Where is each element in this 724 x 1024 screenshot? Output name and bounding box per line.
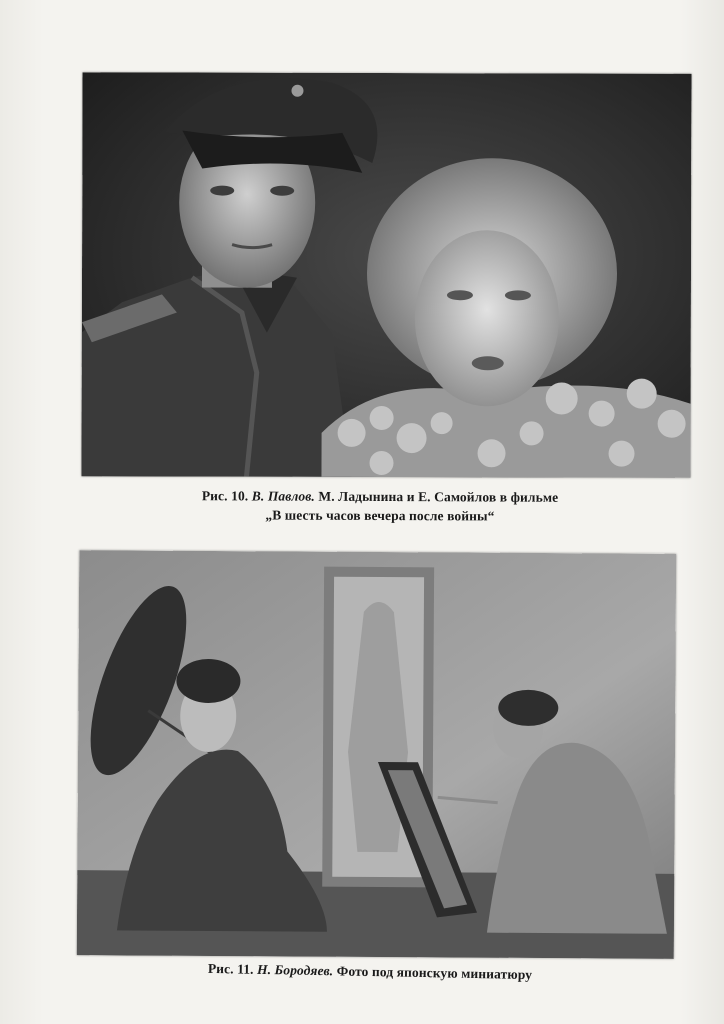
figure-10-caption — [120, 486, 640, 526]
figure-11-photo — [77, 550, 676, 959]
figure-10-film-title: „В шесть часов вечера после войны“ — [265, 507, 495, 524]
figure-10-author: В. Павлов. — [251, 488, 315, 504]
figure-10-caption-line-1 — [120, 486, 640, 507]
figure-11-caption — [130, 957, 610, 985]
figure-10-label: Рис. 10. — [201, 488, 249, 504]
figure-10-photo — [81, 72, 691, 478]
figure-11-label: Рис. 11. — [207, 960, 254, 977]
figure-11-caption-text: Фото под японскую миниатюру — [336, 963, 533, 983]
figure-10-caption-text: М. Ладынина и Е. Самойлов в фильме — [318, 488, 559, 505]
figure-11-author: Н. Бородяев. — [256, 961, 334, 979]
